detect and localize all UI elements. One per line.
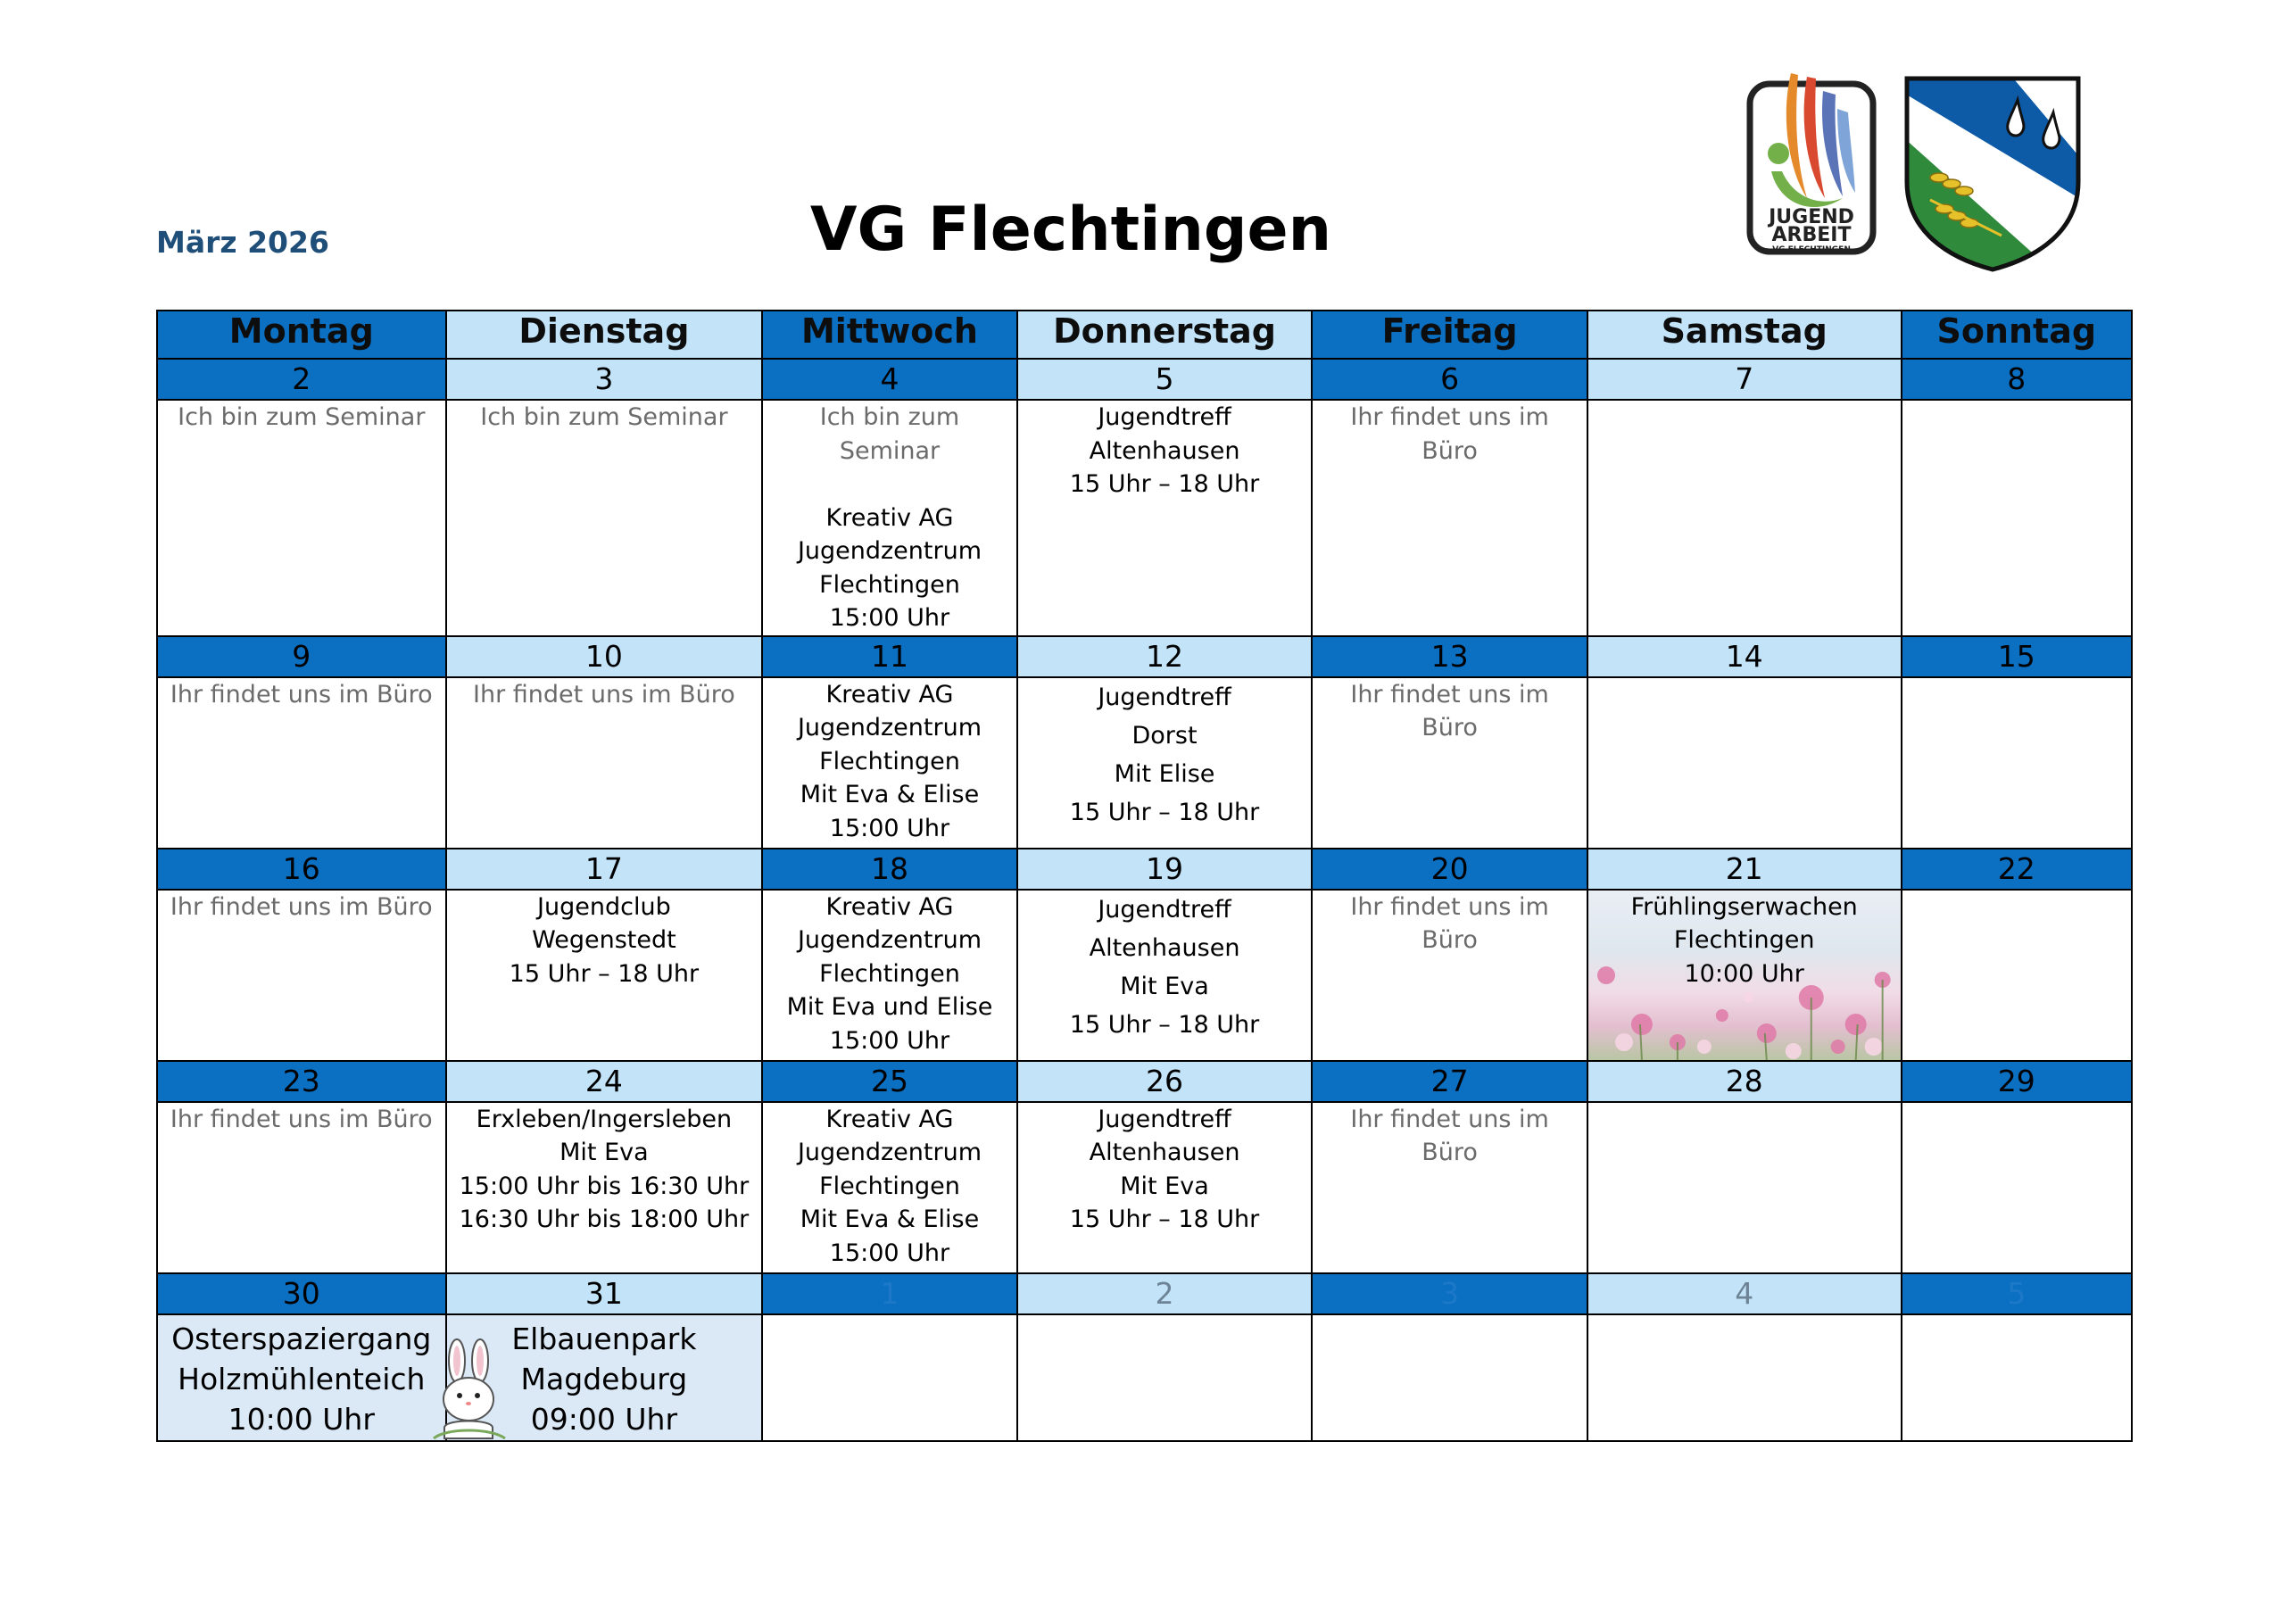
event-line: Flechtingen <box>819 959 960 988</box>
event-line: Ich bin zum <box>819 403 960 431</box>
date-cell: 29 <box>1902 1061 2133 1102</box>
coat-of-arms <box>1903 75 2082 273</box>
date-cell: 28 <box>1587 1061 1902 1102</box>
event-line: Dorst <box>1131 721 1198 750</box>
event-line: Jugendtreff <box>1098 1105 1231 1133</box>
event-line: Wegenstedt <box>532 926 676 954</box>
event-line: Ich bin zum Seminar <box>178 403 426 431</box>
date-cell: 21 <box>1587 849 1902 890</box>
date-cell: 12 <box>1017 636 1313 677</box>
date-cell: 1 <box>762 1273 1017 1314</box>
date-cell: 27 <box>1312 1061 1587 1102</box>
event-cell <box>1312 1314 1587 1441</box>
weekday-tuesday: Dienstag <box>446 311 763 359</box>
event-cell <box>1312 890 1587 1061</box>
event-cell <box>157 890 446 1061</box>
event-line: Ihr findet uns im <box>1350 680 1549 708</box>
event-line: Ich bin zum Seminar <box>480 403 728 431</box>
weekday-wednesday: Mittwoch <box>762 311 1017 359</box>
event-spacer <box>763 468 1016 501</box>
event-line: Elbauenpark <box>511 1321 697 1356</box>
event-line: Kreativ AG <box>825 1105 954 1133</box>
event-line: Mit Eva und Elise <box>786 993 993 1021</box>
event-line: Jugendzentrum <box>797 1139 982 1166</box>
event-line: Jugendtreff <box>1098 403 1231 431</box>
date-cell: 4 <box>762 359 1017 400</box>
event-cell <box>1017 1102 1313 1273</box>
date-cell: 3 <box>446 359 763 400</box>
event-line: Mit Eva & Elise <box>800 1206 980 1233</box>
event-row <box>157 890 2132 1061</box>
date-cell: 2 <box>1017 1273 1313 1314</box>
date-cell: 4 <box>1587 1273 1902 1314</box>
event-line: Flechtingen <box>819 1172 960 1200</box>
event-cell <box>1312 677 1587 849</box>
event-cell <box>1587 400 1902 636</box>
easter-bunny-icon <box>428 1338 510 1441</box>
event-line: Erxleben/Ingersleben <box>476 1105 733 1133</box>
event-line: Jugendtreff <box>1098 683 1231 711</box>
date-cell: 8 <box>1902 359 2133 400</box>
event-cell <box>157 400 446 636</box>
event-line: Altenhausen <box>1089 1139 1240 1166</box>
event-cell <box>1017 677 1313 849</box>
event-cell <box>157 677 446 849</box>
event-line: 15:00 Uhr <box>829 604 950 632</box>
event-cell <box>1312 400 1587 636</box>
weekday-saturday: Samstag <box>1587 311 1902 359</box>
event-line: Jugendzentrum <box>797 714 982 742</box>
event-line: Magdeburg <box>520 1361 688 1396</box>
event-cell <box>157 1102 446 1273</box>
date-cell: 20 <box>1312 849 1587 890</box>
page-title: VG Flechtingen <box>809 195 1332 265</box>
event-line: Mit Eva <box>1120 1172 1209 1200</box>
event-line: Büro <box>1422 436 1478 465</box>
event-cell <box>1902 1102 2133 1273</box>
event-cell <box>446 890 763 1061</box>
date-cell: 5 <box>1017 359 1313 400</box>
date-cell: 16 <box>157 849 446 890</box>
event-line: 15:00 Uhr bis 16:30 Uhr <box>459 1172 750 1200</box>
event-line: Ihr findet uns im <box>1350 403 1549 431</box>
date-row <box>157 636 2132 677</box>
event-cell <box>1902 677 2133 849</box>
event-line: Kreativ AG <box>825 892 954 921</box>
date-cell: 17 <box>446 849 763 890</box>
jugendarbeit-logo <box>1745 64 1878 256</box>
event-row <box>157 1102 2132 1273</box>
date-cell: 3 <box>1312 1273 1587 1314</box>
event-line: Flechtingen <box>819 570 960 599</box>
date-cell: 14 <box>1587 636 1902 677</box>
event-line: 15:00 Uhr <box>829 1239 950 1267</box>
event-line: Holzmühlenteich <box>178 1361 426 1396</box>
event-line: Osterspaziergang <box>171 1321 432 1356</box>
event-cell <box>1587 677 1902 849</box>
date-cell: 23 <box>157 1061 446 1102</box>
event-line: 15 Uhr – 18 Uhr <box>1069 470 1260 498</box>
date-cell: 18 <box>762 849 1017 890</box>
date-row <box>157 849 2132 890</box>
event-line: Ihr findet uns im Büro <box>473 680 735 708</box>
event-line: 15:00 Uhr <box>829 1026 950 1055</box>
event-cell <box>1587 1102 1902 1273</box>
event-line: 09:00 Uhr <box>530 1401 678 1437</box>
event-cell <box>762 677 1017 849</box>
event-line: Altenhausen <box>1089 436 1240 465</box>
event-line: Ihr findet uns im <box>1350 892 1549 921</box>
event-line: 15 Uhr – 18 Uhr <box>509 959 700 988</box>
event-cell <box>446 1102 763 1273</box>
event-line: 15 Uhr – 18 Uhr <box>1069 798 1260 826</box>
date-cell: 25 <box>762 1061 1017 1102</box>
event-cell <box>762 1102 1017 1273</box>
event-row <box>157 677 2132 849</box>
event-line: Frühlingserwachen <box>1630 892 1858 921</box>
flower-event-cell <box>1587 890 1902 1061</box>
event-line: Jugendzentrum <box>797 926 982 954</box>
event-cell <box>446 400 763 636</box>
svg-text:JUGEND: JUGEND <box>1769 206 1854 228</box>
date-cell: 30 <box>157 1273 446 1314</box>
date-cell: 9 <box>157 636 446 677</box>
event-line: Jugendtreff <box>1098 895 1231 924</box>
event-line: Altenhausen <box>1089 933 1240 962</box>
event-cell <box>1902 890 2133 1061</box>
event-line: Büro <box>1422 1139 1478 1166</box>
event-line: 10:00 Uhr <box>228 1401 375 1437</box>
event-cell <box>1017 1314 1313 1441</box>
event-line: Jugendzentrum <box>797 537 982 565</box>
event-cell <box>1902 400 2133 636</box>
date-cell: 2 <box>157 359 446 400</box>
weekday-sunday: Sonntag <box>1902 311 2133 359</box>
event-line: Mit Eva <box>1120 972 1209 1000</box>
weekday-monday: Montag <box>157 311 446 359</box>
event-line: Büro <box>1422 926 1478 954</box>
event-line: Flechtingen <box>819 747 960 775</box>
event-cell <box>1017 400 1313 636</box>
date-row <box>157 1273 2132 1314</box>
calendar-table <box>156 310 2133 1442</box>
event-line: Ihr findet uns im Büro <box>170 680 433 708</box>
event-line: 15:00 Uhr <box>829 814 950 842</box>
event-row <box>157 400 2132 636</box>
date-row <box>157 359 2132 400</box>
event-line: 10:00 Uhr <box>1684 959 1804 988</box>
date-cell: 24 <box>446 1061 763 1102</box>
event-line: Mit Eva & Elise <box>800 781 980 808</box>
month-label: März 2026 <box>156 225 329 260</box>
event-cell <box>762 890 1017 1061</box>
event-cell <box>1587 1314 1902 1441</box>
event-line: Seminar <box>839 436 941 465</box>
date-cell: 15 <box>1902 636 2133 677</box>
svg-text:VG FLECHTINGEN: VG FLECHTINGEN <box>1772 245 1851 254</box>
event-line: Kreativ AG <box>825 503 954 532</box>
event-line: Jugendclub <box>537 892 671 921</box>
event-cell <box>1902 1314 2133 1441</box>
event-cell <box>762 1314 1017 1441</box>
event-line: 15 Uhr – 18 Uhr <box>1069 1010 1260 1039</box>
event-line: Ihr findet uns im <box>1350 1105 1549 1133</box>
date-cell: 11 <box>762 636 1017 677</box>
svg-text:ARBEIT: ARBEIT <box>1771 224 1852 246</box>
date-cell: 22 <box>1902 849 2133 890</box>
date-cell: 5 <box>1902 1273 2133 1314</box>
event-cell <box>1312 1102 1587 1273</box>
event-line: Flechtingen <box>1673 926 1815 954</box>
event-cell <box>762 400 1017 636</box>
date-cell: 7 <box>1587 359 1902 400</box>
weekday-friday: Freitag <box>1312 311 1587 359</box>
event-cell <box>157 1314 446 1441</box>
weekday-header-row <box>157 311 2132 359</box>
date-row <box>157 1061 2132 1102</box>
event-cell <box>1017 890 1313 1061</box>
event-line: 16:30 Uhr bis 18:00 Uhr <box>459 1206 750 1233</box>
event-line: Ihr findet uns im Büro <box>170 1105 433 1133</box>
event-cell <box>446 677 763 849</box>
date-cell: 6 <box>1312 359 1587 400</box>
event-line: Mit Eva <box>559 1139 649 1166</box>
date-cell: 26 <box>1017 1061 1313 1102</box>
event-line: Kreativ AG <box>825 680 954 708</box>
date-cell: 10 <box>446 636 763 677</box>
event-line: Büro <box>1422 714 1478 742</box>
weekday-thursday: Donnerstag <box>1017 311 1313 359</box>
event-line: Ihr findet uns im Büro <box>170 892 433 921</box>
date-cell: 19 <box>1017 849 1313 890</box>
date-cell: 31 <box>446 1273 763 1314</box>
event-line: Mit Elise <box>1114 759 1215 788</box>
date-cell: 13 <box>1312 636 1587 677</box>
event-line: 15 Uhr – 18 Uhr <box>1069 1206 1260 1233</box>
